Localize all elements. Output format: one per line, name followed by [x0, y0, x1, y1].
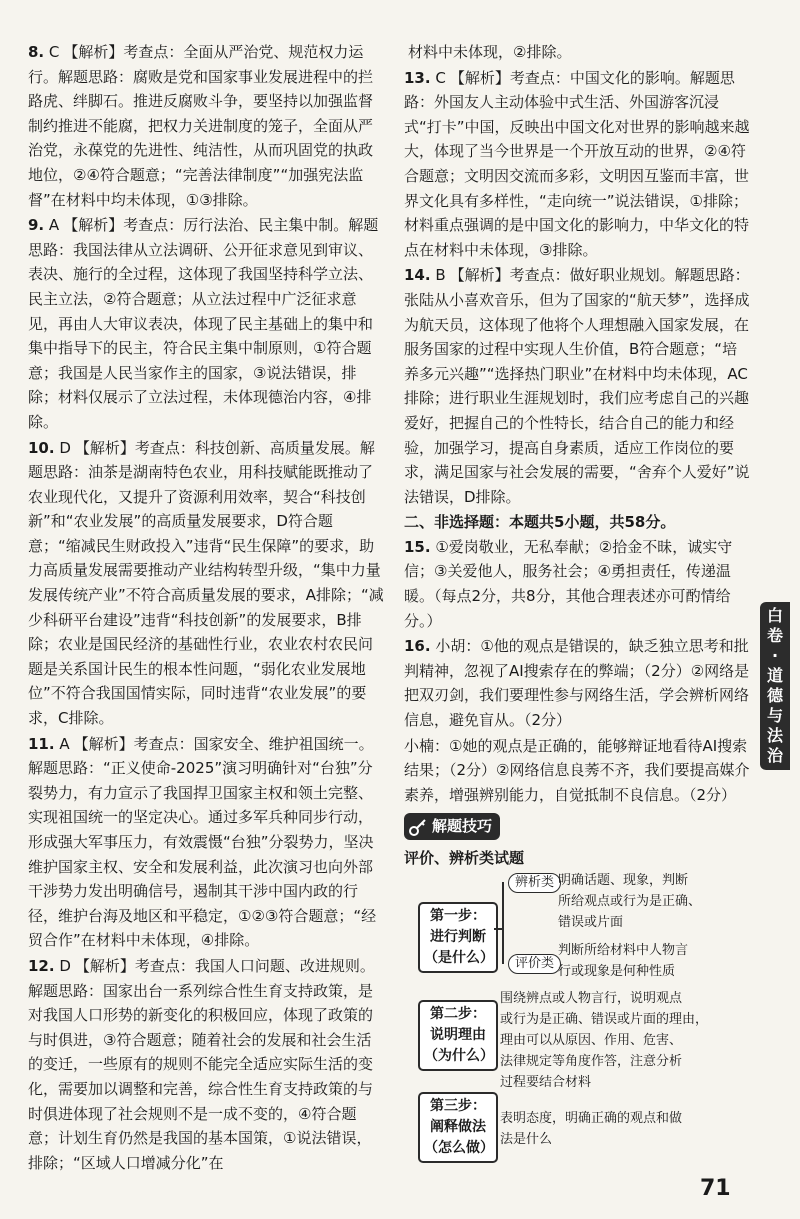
step-label: （为什么）	[424, 1048, 494, 1064]
step-label: 阐释做法	[430, 1119, 486, 1135]
detail-line: 表明态度，明确正确的观点和做	[500, 1111, 683, 1126]
answer-letter: C	[435, 68, 446, 87]
step-detail	[558, 870, 701, 933]
answer-text: 【解析】考查点：厉行法治、民主集中制。解题思路：我国法律从立法调研、公开征求意见到审议、表决、施行的全过程，这体现了我国坚持科学立法、民主立法，②符合题意；从立法过程中广泛征求意见，再由人大审议表决，体现了民主基础上的集中和集中指导下的民主，符合民主集中制原则，①符合题意；我国是人民当家作主的国家，③说法错误，排除；材料仅展示了立法过程，未体现德治内容，④排除。	[28, 216, 379, 431]
step-detail	[500, 988, 708, 1093]
page-number: 71	[700, 1176, 731, 1201]
connector	[502, 882, 504, 964]
question-number: 9.	[28, 216, 45, 235]
answer-letter: C	[48, 43, 60, 61]
right-column	[404, 40, 750, 871]
tab-char: 德	[766, 686, 783, 705]
answer-item	[404, 40, 750, 65]
tips-badge	[404, 813, 500, 840]
step-detail	[500, 1108, 682, 1150]
tips-header	[404, 813, 750, 840]
answer-letter: B	[435, 266, 446, 285]
answer-item	[28, 40, 384, 212]
step-label: 第三步：	[430, 1098, 486, 1114]
tips-subtitle: 评价、辨析类试题	[404, 849, 525, 867]
key-icon	[408, 817, 428, 837]
answer-item	[404, 535, 750, 633]
answer-item	[28, 436, 384, 731]
category-tag: 评价类	[508, 954, 561, 974]
answer-text: ①爱岗敬业，无私奉献；②拾金不昧，诚实守信；③关爱他人，服务社会；④勇担责任，传递温暖。（每点2分，共8分，其他合理表述亦可酌情给分。）	[404, 537, 733, 630]
answer-text: 【解析】考查点：国家安全、维护祖国统一。解题思路：“正义使命-2025”演习明确针对“台独”分裂势力，有力宣示了我国捍卫国家主权和领土完整、实现祖国统一的坚定决心。通过多军兵种同步行动，形成强大军事压力，有效震慑“台独”分裂势力，坚决维护国家主权、安全和发展利益，此次演习也向外部干涉势力发出明确信号，遏制其干涉中国内政的行径，维护台海及地区和平稳定，①②③符合题意；“经贸合作”在材料中未体现，④排除。	[28, 734, 377, 950]
answer-text: 【解析】考查点：我国人口问题、改进规则。解题思路：国家出台一系列综合性生育支持政策，是对我国人口形势的新变化的积极回应，体现了政策的与时俱进，③符合题意；随着社会的发展和社会生活的变迁，一些原有的规则不能完全适应实际生活的变化，需要加以调整和完善，综合性生育支持政策的与时俱进体现了社会规则不是一成不变的，④符合题意；计划生育仍然是我国的基本国策，①说法错误，排除；“区域人口增减分化”在	[28, 956, 375, 1172]
step-label: （怎么做）	[424, 1140, 494, 1156]
tab-char: 法	[766, 726, 783, 745]
answer-item	[404, 634, 750, 732]
answer-text: 小楠：①她的观点是正确的，能够辩证地看待AI搜索结果；（2分）②网络信息良莠不齐，我们要提高媒介素养，增强辨别能力，自觉抵制不良信息。（2分）	[404, 736, 750, 804]
question-number: 14.	[404, 266, 431, 285]
answer-text: 【解析】考查点：中国文化的影响。解题思路：外国友人主动体验中式生活、外国游客沉浸式“打卡”中国，反映出中国文化对世界的影响越来越大，体现了当今世界是一个开放互动的世界，②④符合题意；文明因交流而多彩，文明因互鉴而丰富，世界文化具有多样性，“走向统一”说法错误，①排除；材料重点强调的是中国文化的影响力，中华文化的特点在材料中未体现，③排除。	[404, 68, 750, 259]
detail-line: 法律规定等角度作答，注意分析	[500, 1054, 683, 1069]
step-label: （是什么）	[424, 950, 494, 966]
question-number: 13.	[404, 68, 431, 87]
tab-char: 白	[766, 606, 783, 625]
answer-item	[404, 734, 750, 808]
detail-line: 理由可以从原因、作用、危害、	[500, 1033, 683, 1048]
section-heading: 二、非选择题：本题共5小题，共58分。	[404, 513, 676, 532]
step-label: 进行判断	[430, 929, 486, 945]
answer-item	[404, 66, 750, 263]
step-detail	[558, 940, 688, 982]
question-number: 8.	[28, 43, 45, 61]
step-label: 第一步：	[430, 908, 486, 924]
detail-line: 过程要结合材料	[500, 1075, 592, 1090]
answer-text: 材料中未体现，②排除。	[408, 43, 572, 61]
answer-text: 【解析】考查点：科技创新、高质量发展。解题思路：油茶是湖南特色农业，用科技赋能既推动了农业现代化，又提升了资源利用效率，契合“科技创新”和“农业发展”的高质量发展要求，D符合题意；“缩减民生财政投入”违背“民生保障”的要求，助力高质量发展需要推动产业结构转型升级，“集中力量发展传统产业”不符合高质量发展的要求，A排除；“减少科研平台建设”违背“科技创新”的发展要求，B排除；农业是国民经济的基础性行业，农业农村农民问题是关系国计民生的根本性问题，“弱化农业发展地位”不符合我国国情实际，同时违背“农业发展”的要求，C排除。	[28, 438, 384, 728]
tab-char: 治	[766, 746, 783, 765]
tab-char: 道	[766, 666, 783, 685]
question-number: 15.	[404, 537, 431, 556]
tab-char: ·	[771, 646, 779, 665]
side-tab	[760, 602, 790, 770]
question-number: 12.	[28, 956, 55, 975]
detail-line: 所给观点或行为是正确、	[558, 894, 702, 909]
step-label: 说明理由	[430, 1027, 486, 1043]
detail-line: 错误或片面	[558, 915, 624, 930]
detail-line: 围绕辨点或人物言行，说明观点	[500, 991, 683, 1006]
answer-text: 【解析】考查点：做好职业规划。解题思路：张陆从小喜欢音乐，但为了国家的“航天梦”，选择成为航天员，这体现了他将个人理想融入国家发展，在服务国家的过程中实现人生价值，B符合题意；“培养多元兴趣”“选择热门职业”在材料中均未体现，AC排除；进行职业生涯规划时，我们应考虑自己的兴趣爱好，把握自己的个性特长，结合自己的能力和经验，加强学习，提高自身素质，适应工作岗位的要求，满足国家与社会发展的需要，“舍弃个人爱好”说法错误，D排除。	[404, 266, 750, 506]
question-number: 16.	[404, 637, 431, 656]
tab-char: 与	[766, 706, 783, 725]
step-three-box	[418, 1092, 498, 1163]
answer-letter: D	[59, 956, 71, 975]
answer-text: 小胡：①他的观点是错误的，缺乏独立思考和批判精神，忽视了AI搜索存在的弊端；（2分）②网络是把双刃剑，我们要理性参与网络生活，学会辨析网络信息，避免盲从。（2分）	[404, 637, 750, 730]
answer-letter: A	[48, 216, 60, 235]
answer-item	[28, 213, 384, 434]
left-column	[28, 40, 384, 1176]
question-number: 11.	[28, 734, 55, 753]
tips-title: 解题技巧	[432, 817, 493, 836]
detail-line: 明确话题、现象，判断	[558, 873, 689, 888]
step-one-box	[418, 902, 498, 973]
tab-char: 卷	[766, 626, 783, 645]
step-label: 第二步：	[430, 1006, 486, 1022]
question-number: 10.	[28, 438, 55, 457]
detail-line: 判断所给材料中人物言	[558, 943, 689, 958]
detail-line: 或行为是正确、错误或片面的理由，	[500, 1012, 709, 1027]
answer-letter: A	[59, 734, 70, 753]
solution-flowchart	[418, 870, 758, 1170]
detail-line: 法是什么	[500, 1132, 553, 1147]
category-tag: 辨析类	[508, 873, 561, 893]
answer-text: 【解析】考查点：全面从严治党、规范权力运行。解题思路：腐败是党和国家事业发展进程中的拦路虎、绊脚石。推进反腐败斗争，要坚持以加强监督制约推进不能腐，把权力关进制度的笼子，全面从严治党，永葆党的先进性、纯洁性，从而巩固党的执政地位，②④符合题意；“完善法律制度”“加强宪法监督”在材料中均未体现，①③排除。	[28, 43, 374, 209]
detail-line: 行或现象是何种性质	[558, 964, 676, 979]
answer-item	[404, 263, 750, 509]
answer-letter: D	[59, 438, 71, 457]
connector	[494, 928, 502, 930]
answer-item	[28, 954, 384, 1175]
answer-item	[28, 732, 384, 953]
step-two-box	[418, 1000, 498, 1071]
